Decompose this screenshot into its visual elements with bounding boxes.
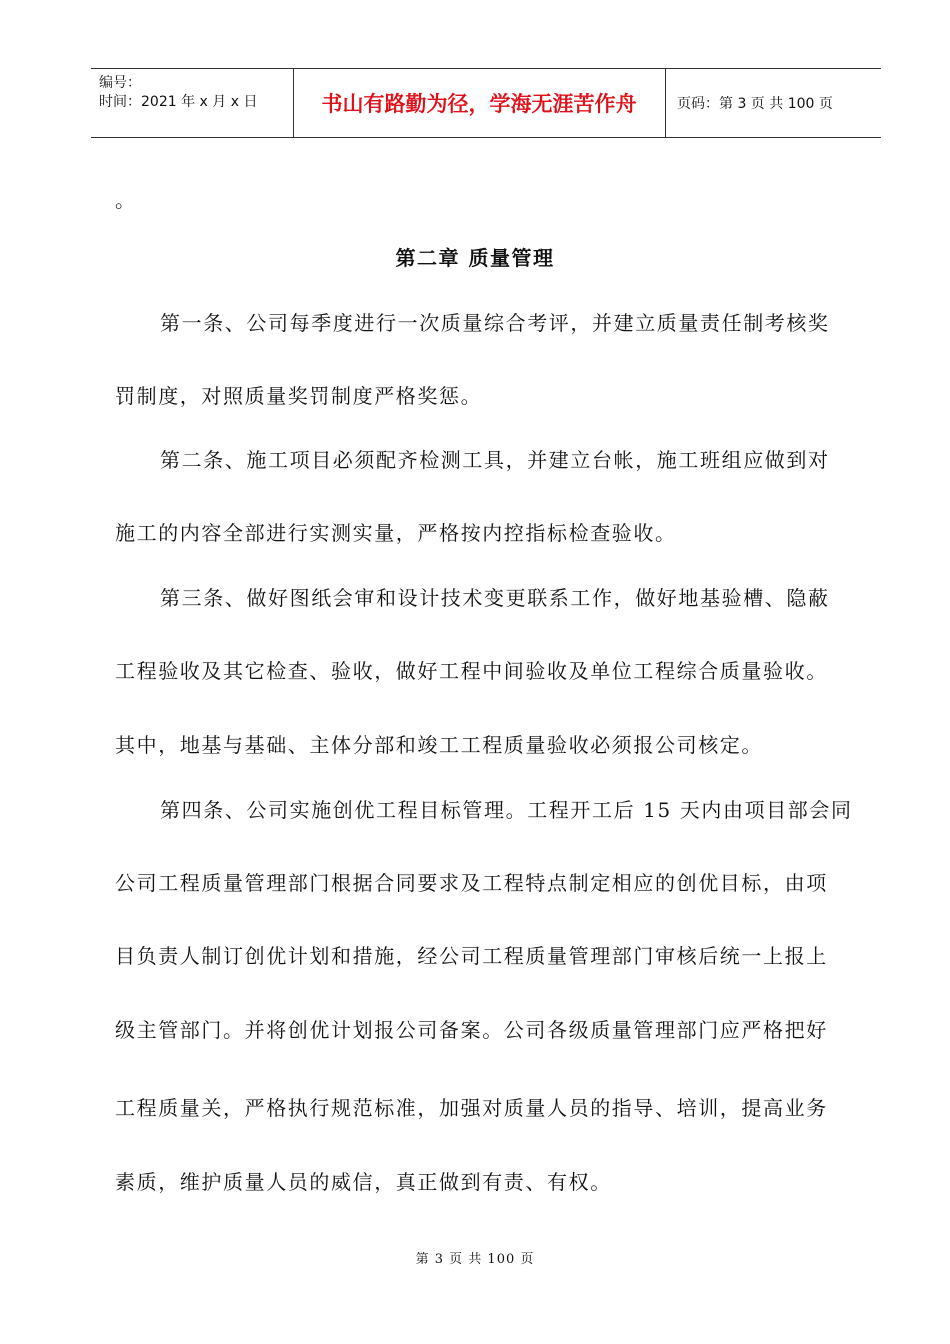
leading-mark: 。: [115, 188, 137, 212]
paragraph-line: 施工的内容全部进行实测实量，严格按内控指标检查验收。: [115, 521, 677, 545]
header-meta: [91, 69, 294, 137]
paragraph-line: 第四条、公司实施创优工程目标管理。工程开工后 15 天内由项目部会同: [160, 798, 853, 822]
page-header: [91, 68, 881, 138]
chapter-title: 第二章 质量管理: [395, 246, 555, 270]
paragraph-line: 工程验收及其它检查、验收，做好工程中间验收及单位工程综合质量验收。: [115, 659, 828, 683]
header-number: 编号：: [99, 75, 141, 91]
paragraph-line: 级主管部门。并将创优计划报公司备案。公司各级质量管理部门应严格把好: [115, 1018, 828, 1042]
paragraph-line: 公司工程质量管理部门根据合同要求及工程特点制定相应的创优目标，由项: [115, 871, 828, 895]
paragraph-line: 素质，维护质量人员的威信，真正做到有责、有权。: [115, 1170, 612, 1194]
header-motto: 书山有路勤为径，学海无涯苦作舟: [293, 69, 666, 137]
paragraph-line: 罚制度，对照质量奖罚制度严格奖惩。: [115, 384, 483, 408]
header-page-label: 页码：第 3 页 共 100 页: [677, 96, 833, 112]
paragraph-line: 第一条、公司每季度进行一次质量综合考评，并建立质量责任制考核奖: [160, 311, 830, 335]
paragraph-line: 工程质量关，严格执行规范标准，加强对质量人员的指导、培训，提高业务: [115, 1096, 828, 1120]
page-footer: 第 3 页 共 100 页: [415, 1252, 535, 1267]
paragraph-line: 第二条、施工项目必须配齐检测工具，并建立台帐，施工班组应做到对: [160, 448, 830, 472]
paragraph-line: 目负责人制订创优计划和措施，经公司工程质量管理部门审核后统一上报上: [115, 944, 828, 968]
paragraph-line: 第三条、做好图纸会审和设计技术变更联系工作，做好地基验槽、隐蔽: [160, 586, 830, 610]
paragraph-line: 其中，地基与基础、主体分部和竣工工程质量验收必须报公司核定。: [115, 733, 763, 757]
header-time: 时间：2021 年 x 月 x 日: [99, 94, 258, 110]
